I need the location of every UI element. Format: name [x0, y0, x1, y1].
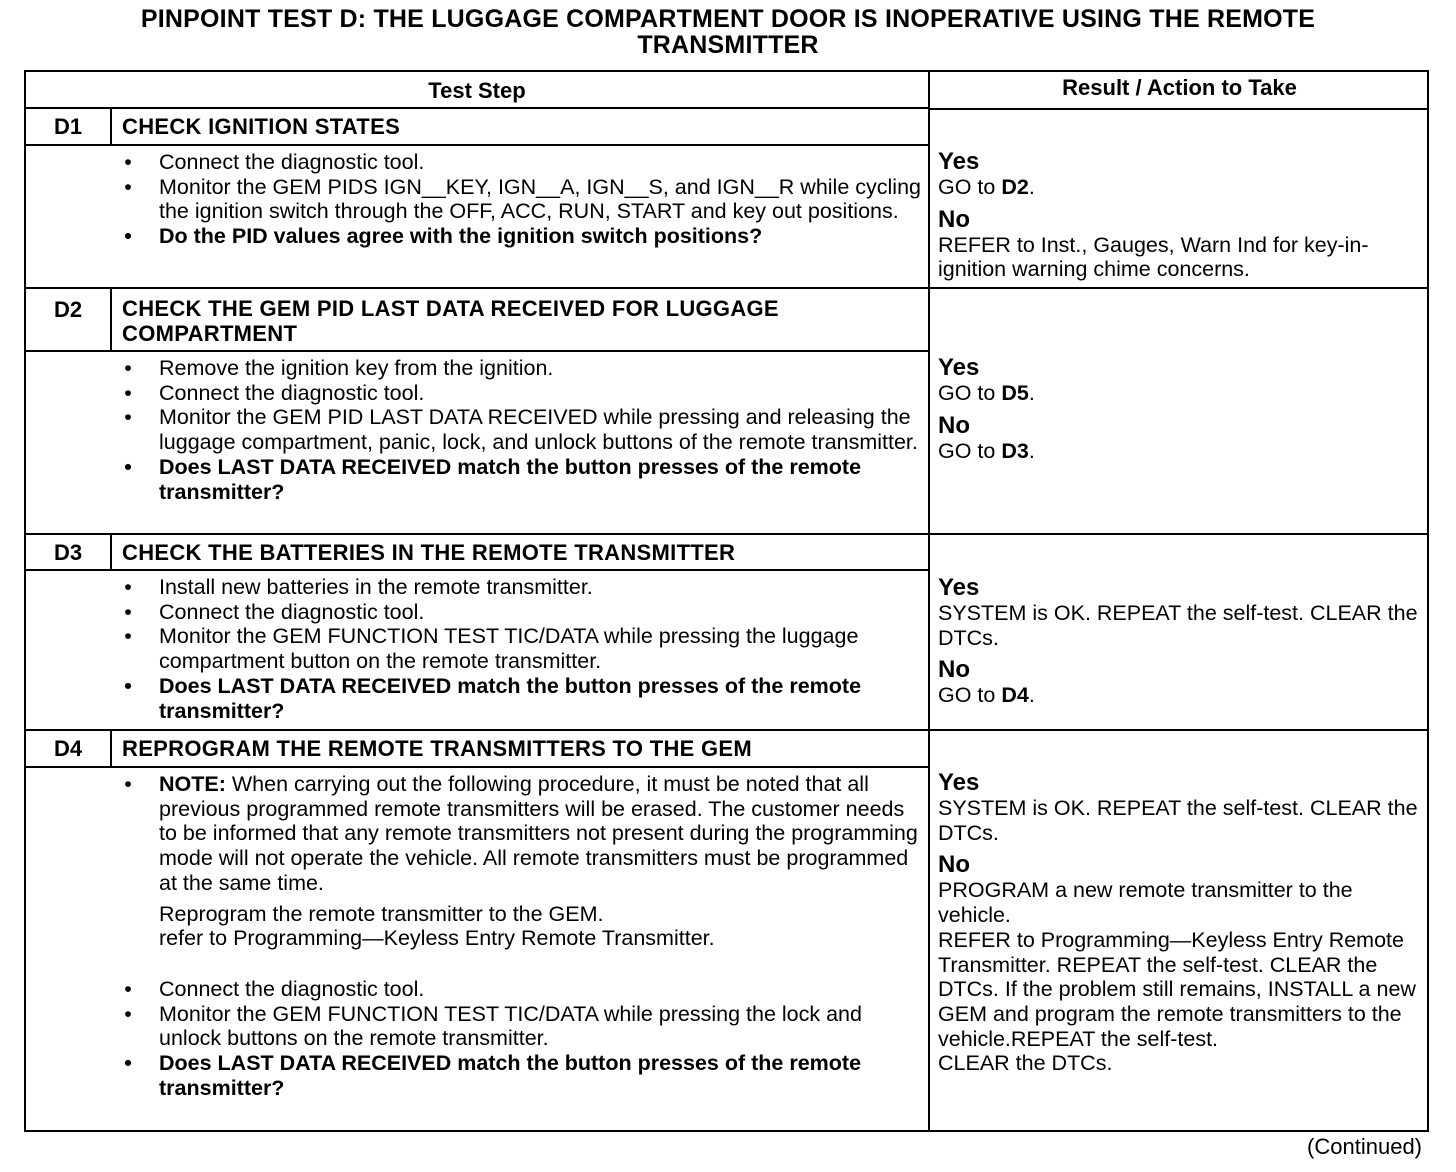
step-id-divider: [110, 731, 112, 767]
step-id-divider: [110, 535, 112, 570]
result-d1: [938, 148, 1424, 282]
no-action-1: PROGRAM a new remote transmitter to the vehicle.: [938, 878, 1353, 928]
yes-action: GO to D2.: [938, 175, 1035, 199]
list-item: • Connect the diagnostic tool.: [124, 380, 425, 405]
no-action: GO to D4.: [938, 683, 1035, 708]
list-item-question: • Does LAST DATA RECEIVED match the button presses of the remote transmitter?: [124, 1051, 862, 1100]
step-divider: [26, 287, 1427, 289]
step-id-d4: D4: [53, 736, 83, 761]
result-d2: [938, 354, 1424, 463]
header-test-step: Test Step: [428, 78, 526, 103]
yes-label: Yes: [938, 769, 980, 796]
step-body-d4: [122, 772, 922, 1100]
list-item: • Monitor the GEM FUNCTION TEST TIC/DATA while pressing the lock and unlock buttons on the remote transmitter.: [124, 1001, 862, 1051]
list-item-question: • Does LAST DATA RECEIVED match the button presses of the remote transmitter?: [124, 454, 862, 504]
step-divider: [26, 729, 1427, 731]
step-id-d1: D1: [53, 114, 83, 139]
step-id-d2: D2: [53, 297, 83, 322]
pinpoint-test-table: [24, 70, 1429, 1132]
step-title-d2: CHECK THE GEM PID LAST DATA RECEIVED FOR LUGGAGE COMPARTMENT: [122, 296, 779, 346]
step-id-divider: [110, 109, 112, 145]
step-id-d3: D3: [53, 540, 83, 565]
list-item: • Install new batteries in the remote transmitter.: [124, 575, 593, 599]
list-item: • Connect the diagnostic tool.: [124, 976, 425, 1001]
header-result-action: Result / Action to Take: [1062, 75, 1297, 100]
no-label: No: [938, 851, 970, 879]
list-item: • Monitor the GEM PIDS IGN__KEY, IGN__A, IGN__S, and IGN__R while cycling the ignition switch through the OFF, ACC, RUN, START and key out positions.: [124, 174, 921, 224]
step-id-divider: [110, 289, 112, 351]
no-label: No: [938, 411, 970, 439]
yes-action: SYSTEM is OK. REPEAT the self-test. CLEAR the DTCs.: [938, 796, 1418, 845]
result-d4: [938, 769, 1424, 1076]
no-action-3: CLEAR the DTCs.: [938, 1051, 1113, 1076]
list-item: • Monitor the GEM FUNCTION TEST TIC/DATA while pressing the luggage compartment button on the remote transmitter.: [124, 624, 859, 674]
header-divider-right: [930, 108, 1427, 110]
yes-label: Yes: [938, 354, 980, 381]
continued-label: (Continued): [1307, 1134, 1422, 1159]
step-title-divider: [26, 766, 928, 768]
header-divider-left: [26, 107, 928, 109]
step-body-d3: [122, 575, 922, 723]
title-line-2: TRANSMITTER: [637, 31, 819, 59]
no-label: No: [938, 205, 970, 233]
step-title-d4: REPROGRAM THE REMOTE TRANSMITTERS TO THE GEM: [122, 736, 753, 761]
step-title-divider: [26, 350, 928, 352]
page-title: [20, 6, 1436, 58]
yes-action: GO to D5.: [938, 381, 1035, 405]
step-title-divider: [26, 569, 928, 571]
list-item: • Connect the diagnostic tool.: [124, 599, 425, 624]
yes-label: Yes: [938, 148, 980, 175]
no-action: REFER to Inst., Gauges, Warn Ind for key-in-ignition warning chime concerns.: [938, 232, 1369, 282]
paragraph: refer to Programming—Keyless Entry Remote Transmitter.: [159, 926, 715, 951]
result-d3: [938, 574, 1424, 708]
step-title-divider: [26, 144, 928, 146]
list-item-question: • Do the PID values agree with the ignition switch positions?: [124, 224, 763, 249]
no-label: No: [938, 656, 970, 684]
list-item-question: • Does LAST DATA RECEIVED match the button presses of the remote transmitter?: [124, 673, 862, 723]
column-divider: [928, 72, 930, 1130]
step-title-d3: CHECK THE BATTERIES IN THE REMOTE TRANSMITTER: [122, 540, 736, 565]
list-item: • Monitor the GEM PID LAST DATA RECEIVED while pressing and releasing the luggage compartment, panic, lock, and unlock buttons of the remote transmitter.: [124, 405, 918, 455]
list-item: • Remove the ignition key from the ignition.: [124, 356, 554, 380]
list-item: • Connect the diagnostic tool.: [124, 150, 425, 174]
no-action-2: REFER to Programming—Keyless Entry Remote Transmitter. REPEAT the self-test. CLEAR the DTCs. If the problem still remains, INSTALL a new GEM and program the remote transmitters to the vehicle.REPEAT the self-test.: [938, 927, 1416, 1051]
title-line-1: PINPOINT TEST D: THE LUGGAGE COMPARTMENT DOOR IS INOPERATIVE USING THE REMOTE: [140, 5, 1316, 33]
yes-label: Yes: [938, 574, 980, 601]
no-action: GO to D3.: [938, 438, 1035, 463]
step-divider: [26, 533, 1427, 535]
step-body-d2: [122, 356, 922, 504]
list-item-note: • NOTE: When carrying out the following procedure, it must be noted that all previous programmed remote transmitters will be erased. The customer needs to be informed that any remote transmitters not present during the programming mode will not operate the vehicle. All remote transmitters must be programmed at the same time.: [124, 772, 918, 895]
yes-action: SYSTEM is OK. REPEAT the self-test. CLEAR the DTCs.: [938, 601, 1418, 650]
paragraph: Reprogram the remote transmitter to the GEM.: [159, 901, 604, 926]
step-title-d1: CHECK IGNITION STATES: [122, 114, 401, 139]
step-body-d1: [122, 150, 922, 249]
